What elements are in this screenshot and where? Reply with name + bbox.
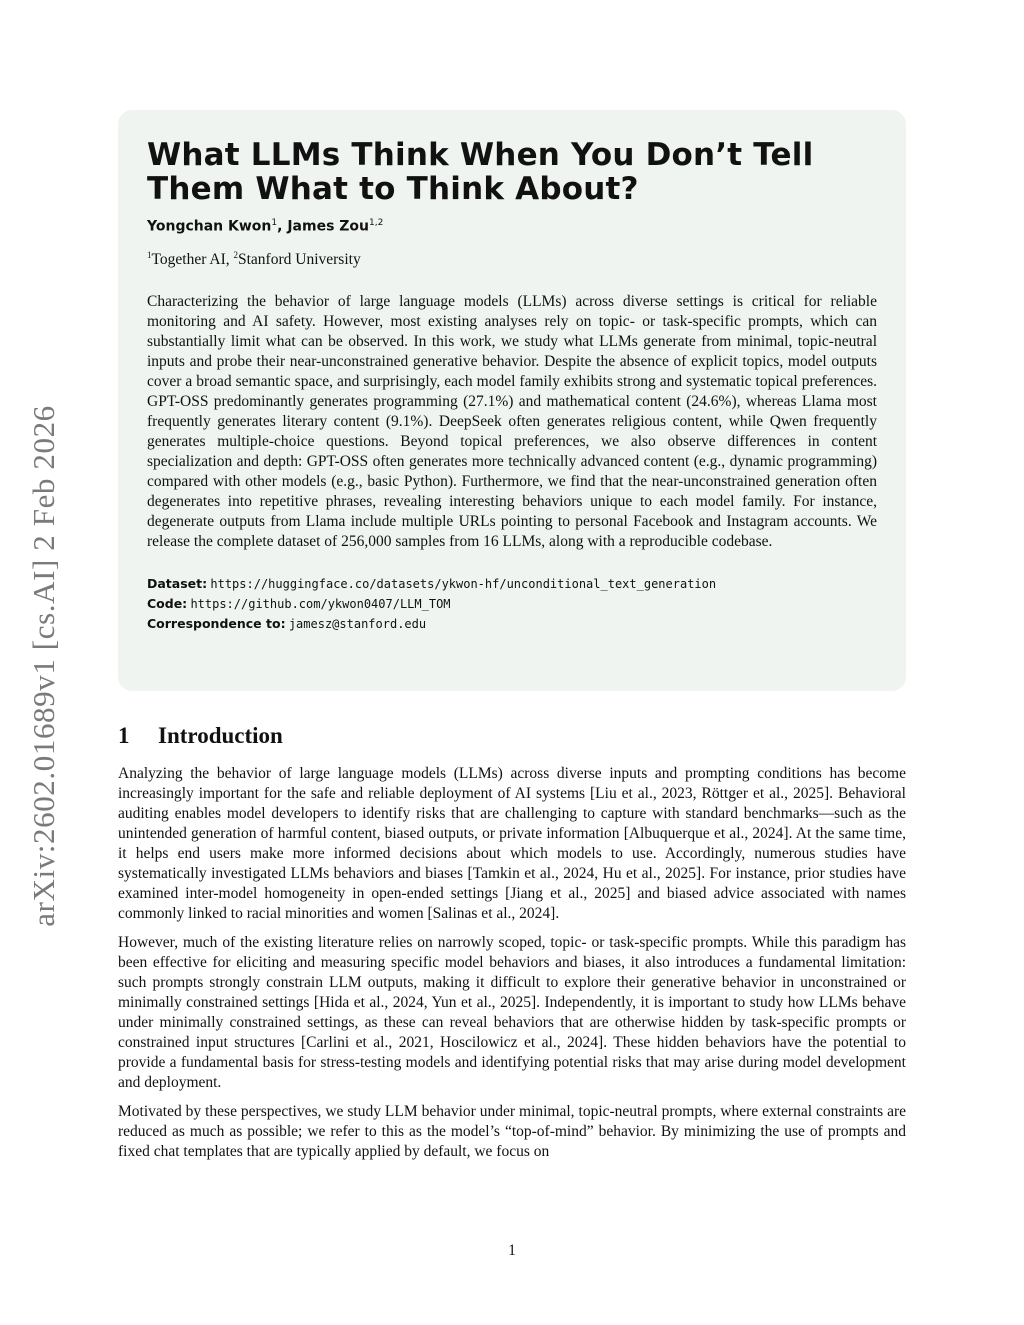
affiliation-name: Stanford University — [238, 250, 361, 268]
author-affiliation-marker: 1 — [271, 218, 278, 228]
arxiv-identifier-text: arXiv:2602.01689v1 [cs.AI] 2 Feb 2026 — [26, 405, 61, 927]
author-name: Yongchan Kwon — [147, 218, 272, 235]
paper-title: What LLMs Think When You Don’t Tell Them What to Think About? — [147, 137, 814, 207]
correspondence-row — [147, 614, 877, 634]
code-url-link[interactable]: https://github.com/ykwon0407/LLM_TOM — [190, 596, 451, 611]
author-name: James Zou — [287, 218, 370, 235]
author-list: Yongchan Kwon$^1$, James Zou$^{1,2}$ — [147, 218, 384, 235]
introduction-body — [118, 764, 906, 1171]
section-heading — [118, 722, 283, 750]
author-affiliation-marker: 1,2 — [369, 218, 384, 228]
body-paragraph: Analyzing the behavior of large language models (LLMs) across diverse inputs and prompting conditions has become increasingly important for the safe and reliable deployment of AI systems [Liu et al., 2023, Röttger et al., 2025]. Behavioral auditing enables model developers to identify risks that are challenging to capture with standard benchmarks—such as the unintended generation of harmful content, biased outputs, or private information [Albuquerque et al., 2024]. At the same time, it helps end users make more informed decisions about which models to use. Accordingly, numerous studies have systematically investigated LLMs behaviors and biases [Tamkin et al., 2024, Hu et al., 2025]. For instance, prior studies have examined inter-model homogeneity in open-ended settings [Jiang et al., 2025] and biased advice associated with names commonly linked to racial minorities and women [Salinas et al., 2024]. — [118, 765, 906, 922]
body-paragraph: However, much of the existing literature relies on narrowly scoped, topic- or task-specific prompts. While this paradigm has been effective for eliciting and measuring specific model behaviors and biases, it also introduces a fundamental limitation: such prompts strongly constrain LLM outputs, making it difficult to explore their generative behavior in unconstrained or minimally constrained settings [Hida et al., 2024, Yun et al., 2025]. Independently, it is important to study how LLMs behave under minimally constrained settings, as these can reveal behaviors that are otherwise hidden by task-specific prompts or constrained input structures [Carlini et al., 2021, Hoscilowicz et al., 2024]. These hidden behaviors have the potential to provide a fundamental basis for stress-testing models and identifying potential risks that may arise during model development and deployment. — [118, 934, 906, 1091]
affiliation-number: 2 — [233, 249, 238, 260]
body-paragraph: Motivated by these perspectives, we study LLM behavior under minimal, topic-neutral prompts, where external constraints are reduced as much as possible; we refer to this as the model’s “top-of-mind” behavior. By minimizing the use of prompts and fixed chat templates that are typically applied by default, we focus on — [118, 1103, 906, 1160]
dataset-link-row — [147, 574, 877, 594]
correspondence-email-link[interactable]: jamesz@stanford.edu — [288, 616, 427, 631]
section-number: 1 — [118, 723, 130, 748]
dataset-label: Dataset: — [147, 575, 208, 591]
title-block — [118, 110, 906, 691]
abstract-text: Characterizing the behavior of large language models (LLMs) across diverse settings is critical for reliable monitoring and AI safety. However, most existing analyses rely on topic- or task-specific prompts, which can substantially limit what can be observed. In this work, we study what LLMs generate from minimal, topic-neutral inputs and probe their near-unconstrained generative behavior. Despite the absence of explicit topics, model outputs cover a broad semantic space, and surprisingly, each model family exhibits strong and systematic topical preferences. GPT-OSS predominantly generates programming (27.1%) and mathematical content (24.6%), whereas Llama most frequently generates literary content (9.1%). DeepSeek often generates religious content, while Qwen frequently generates multiple-choice questions. Beyond topical preferences, we also observe differences in content specialization and depth: GPT-OSS often generates more technically advanced content (e.g., dynamic programming) compared with other models (e.g., basic Python). Furthermore, we find that the near-unconstrained generation often degenerates into repetitive phrases, revealing interesting behaviors unique to each model family. For instance, degenerate outputs from Llama include multiple URLs pointing to personal Facebook and Instagram accounts. We release the complete dataset of 256,000 samples from 16 LLMs, along with a reproducible codebase. — [147, 292, 877, 550]
resource-links — [147, 574, 877, 634]
section-title: Introduction — [158, 723, 283, 748]
code-label: Code: — [147, 595, 188, 611]
dataset-url-link[interactable]: https://huggingface.co/datasets/ykwon-hf/unconditional_text_generation — [210, 576, 717, 591]
affiliation-name: Together AI — [151, 250, 226, 268]
correspondence-label: Correspondence to: — [147, 615, 286, 631]
affiliation-list: $^1$Together AI, $^2$Stanford University — [147, 249, 361, 268]
page-number: 1 — [508, 1242, 516, 1259]
affiliation-number: 1 — [147, 249, 152, 260]
code-link-row — [147, 594, 877, 614]
